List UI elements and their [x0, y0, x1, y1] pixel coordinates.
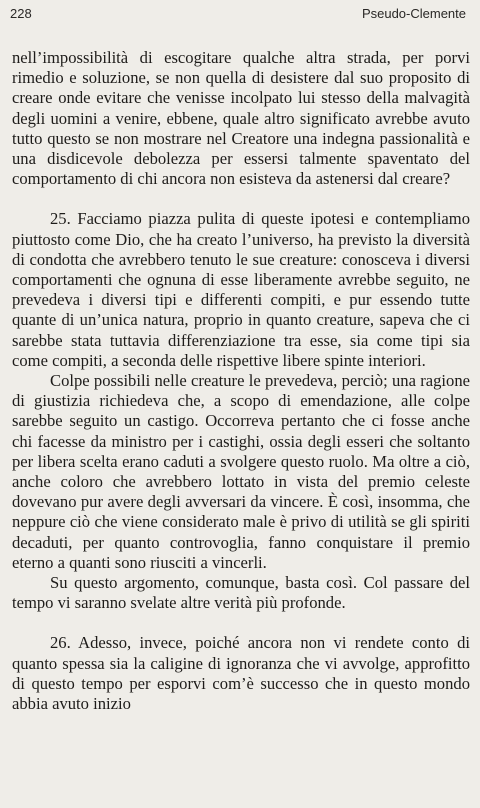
paragraph-argomento: Su questo argomento, comunque, basta così. Col passare del tempo vi saranno svelate altre verità più profonde.	[12, 573, 470, 613]
body-text	[12, 48, 470, 714]
paragraph-colpe: Colpe possibili nelle creature le prevedeva, perciò; una ragione di giustizia richiedeva che, a scopo di emendazione, alle colpe sarebbe seguito un castigo. Occorreva pertanto che ci fosse anche chi facesse da ministro per i castighi, ossia degli esseri che soltanto per libera scelta erano caduti a svolgere questo ruolo. Ma oltre a ciò, anche coloro che avrebbero lottato in vista del premio celeste dovevano pur avere degli avversari da vincere. È così, insomma, che neppure ciò che viene considerato male è privo di utilità se gli spiriti decaduti, per quanto controvoglia, fanno conquistare il premio eterno a quanti sono riusciti a vincerli.	[12, 371, 470, 572]
paragraph-section-25: 25. Facciamo piazza pulita di queste ipotesi e contempliamo piuttosto come Dio, che ha creato l’universo, ha previsto la diversità di condotta che avrebbero tenuto le sue creature: conosceva i diversi comportamenti che ognuna di esse liberamente avrebbe seguito, ne prevedeva i diversi tipi e differenti compiti, e pur essendo tutte quante di un’unica natura, proprio in quanto creature, sapeva che ci sarebbe stata tuttavia differenziazione tra esse, sia come tipi sia come compiti, a seconda delle rispettive libere spinte interiori.	[12, 209, 470, 370]
running-title: Pseudo-Clemente	[361, 6, 466, 21]
paragraph-continuation: nell’impossibilità di escogitare qualche altra strada, per porvi rimedio e soluzione, se non quella di desistere dal suo proposito di creare onde evitare che venisse incolpato lui stesso della malvagità degli uomini a venire, ebbene, quale altro significato avrebbe avuto tutto questo se non mostrare nel Creatore una indegna passionalità e una disdicevole debolezza per essersi talmente spaventato del comportamento di chi ancora non esisteva da astenersi dal creare?	[12, 48, 470, 189]
page-header	[10, 6, 466, 26]
page-number: 228	[10, 6, 32, 21]
paragraph-section-26: 26. Adesso, invece, poiché ancora non vi rendete conto di quanto spessa sia la caligine di ignoranza che vi avvolge, approfitto di questo tempo per esporvi com’è successo che in questo mondo abbia avuto inizio	[12, 633, 470, 714]
